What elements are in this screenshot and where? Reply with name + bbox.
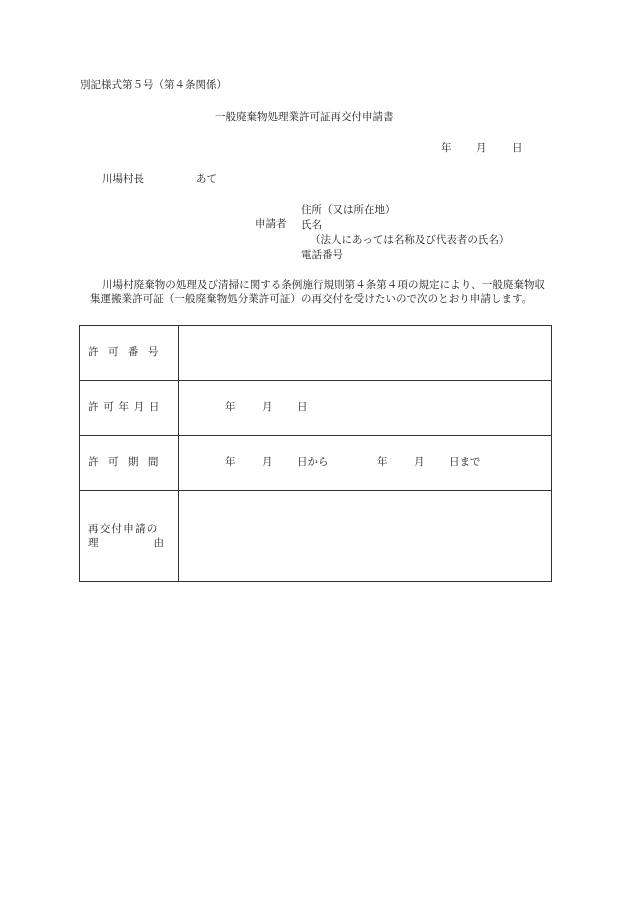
period-from-month: 月: [262, 456, 273, 469]
table-row-reason: [80, 491, 552, 582]
permit-number-label: 許可番号: [80, 326, 179, 381]
document-title: 一般廃棄物処理業許可証再交付申請書: [215, 111, 394, 123]
permit-period-label: 許可期間: [80, 436, 179, 491]
applicant-phone-label: 電話番号: [301, 249, 343, 261]
period-from-day: 日から: [297, 456, 329, 469]
period-to-year: 年: [377, 456, 388, 469]
permit-date-month: 月: [262, 401, 273, 414]
permit-date-label: 許可年月日: [80, 381, 179, 436]
form-reference: 別記様式第５号（第４条関係）: [80, 79, 227, 91]
period-to-month: 月: [414, 456, 425, 469]
period-from-year: 年: [225, 456, 236, 469]
applicant-name-note: （法人にあっては名称及び代表者の氏名）: [310, 234, 510, 246]
submission-date: [441, 142, 523, 156]
reason-label: 再交付申請の 理 由: [80, 491, 179, 582]
permit-date-day: 日: [297, 401, 308, 414]
permit-number-field[interactable]: [179, 326, 552, 381]
table-row-permit-period: [80, 436, 552, 491]
date-day: 日: [512, 142, 523, 154]
applicant-name-label: 氏名: [301, 219, 322, 231]
application-details-table: [79, 325, 552, 582]
date-month: 月: [476, 142, 487, 154]
reason-field[interactable]: [179, 491, 552, 582]
table-row-permit-date: [80, 381, 552, 436]
applicant-label: 申請者: [255, 218, 287, 230]
permit-period-field[interactable]: [179, 436, 552, 491]
application-statement: 川場村廃棄物の処理及び清掃に関する条例施行規則第４条第４項の規定により、一般廃棄物収集運搬業許可証（一般廃棄物処分業許可証）の再交付を受けたいので次のとおり申請します。: [90, 279, 546, 305]
permit-date-year: 年: [225, 401, 236, 414]
addressee-name: 川場村長: [102, 173, 144, 185]
applicant-fields: [301, 203, 509, 263]
permit-date-field[interactable]: [179, 381, 552, 436]
period-to-day: 日まで: [449, 456, 481, 469]
addressee-suffix: あて: [196, 173, 217, 185]
table-row-permit-number: [80, 326, 552, 381]
date-year: 年: [441, 142, 452, 154]
addressee: [102, 173, 217, 187]
applicant-address-label: 住所（又は所在地）: [301, 204, 396, 216]
